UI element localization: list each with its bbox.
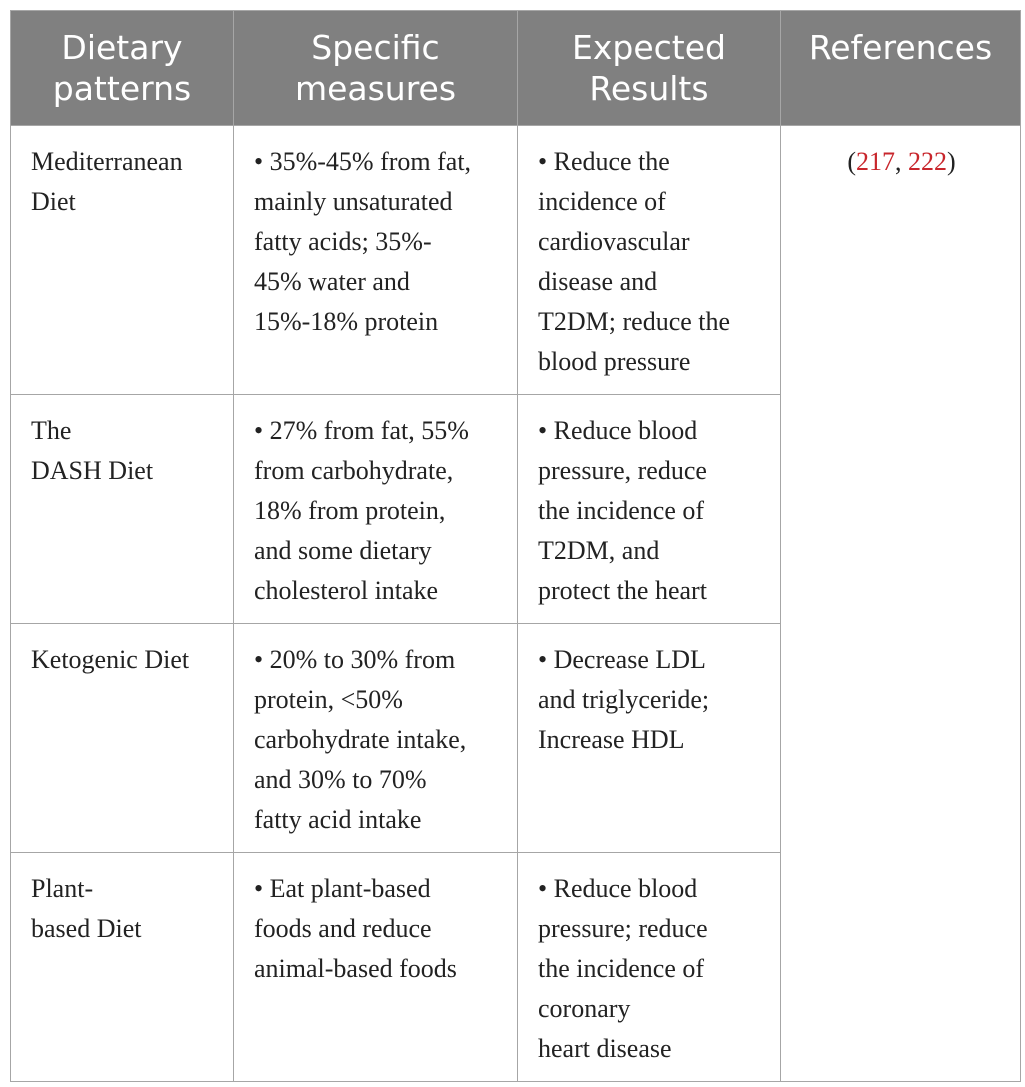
- cell-expected-results: • Reduce blood pressure; reduce the incidence of coronary heart disease: [518, 853, 781, 1082]
- ref-separator: ,: [895, 147, 908, 176]
- cell-specific-measures: • 35%-45% from fat, mainly unsaturated fatty acids; 35%- 45% water and 15%-18% protein: [234, 126, 518, 395]
- ref-open-paren: (: [847, 147, 856, 176]
- header-expected-results: Expected Results: [518, 11, 781, 126]
- reference-link-222[interactable]: 222: [908, 147, 947, 176]
- cell-expected-results: • Reduce blood pressure, reduce the incidence of T2DM, and protect the heart: [518, 395, 781, 624]
- cell-specific-measures: • Eat plant-based foods and reduce animal-based foods: [234, 853, 518, 1082]
- dietary-patterns-table: [10, 10, 1021, 1082]
- header-specific-measures: Specific measures: [234, 11, 518, 126]
- diet-table-container: [10, 10, 1021, 1082]
- table-row: [11, 126, 1021, 395]
- cell-expected-results: • Decrease LDL and triglyceride; Increase HDL: [518, 624, 781, 853]
- table-body: [11, 126, 1021, 1082]
- cell-specific-measures: • 20% to 30% from protein, <50% carbohydrate intake, and 30% to 70% fatty acid intake: [234, 624, 518, 853]
- ref-close-paren: ): [947, 147, 956, 176]
- table-header: [11, 11, 1021, 126]
- header-dietary-patterns: Dietary patterns: [11, 11, 234, 126]
- header-references: References: [781, 11, 1021, 126]
- cell-specific-measures: • 27% from fat, 55% from carbohydrate, 18% from protein, and some dietary cholesterol intake: [234, 395, 518, 624]
- cell-dietary-pattern: The DASH Diet: [11, 395, 234, 624]
- cell-dietary-pattern: Ketogenic Diet: [11, 624, 234, 853]
- cell-dietary-pattern: Plant- based Diet: [11, 853, 234, 1082]
- cell-references: [781, 126, 1021, 1082]
- reference-link-217[interactable]: 217: [856, 147, 895, 176]
- cell-expected-results: • Reduce the incidence of cardiovascular disease and T2DM; reduce the blood pressure: [518, 126, 781, 395]
- header-row: [11, 11, 1021, 126]
- cell-dietary-pattern: Mediterranean Diet: [11, 126, 234, 395]
